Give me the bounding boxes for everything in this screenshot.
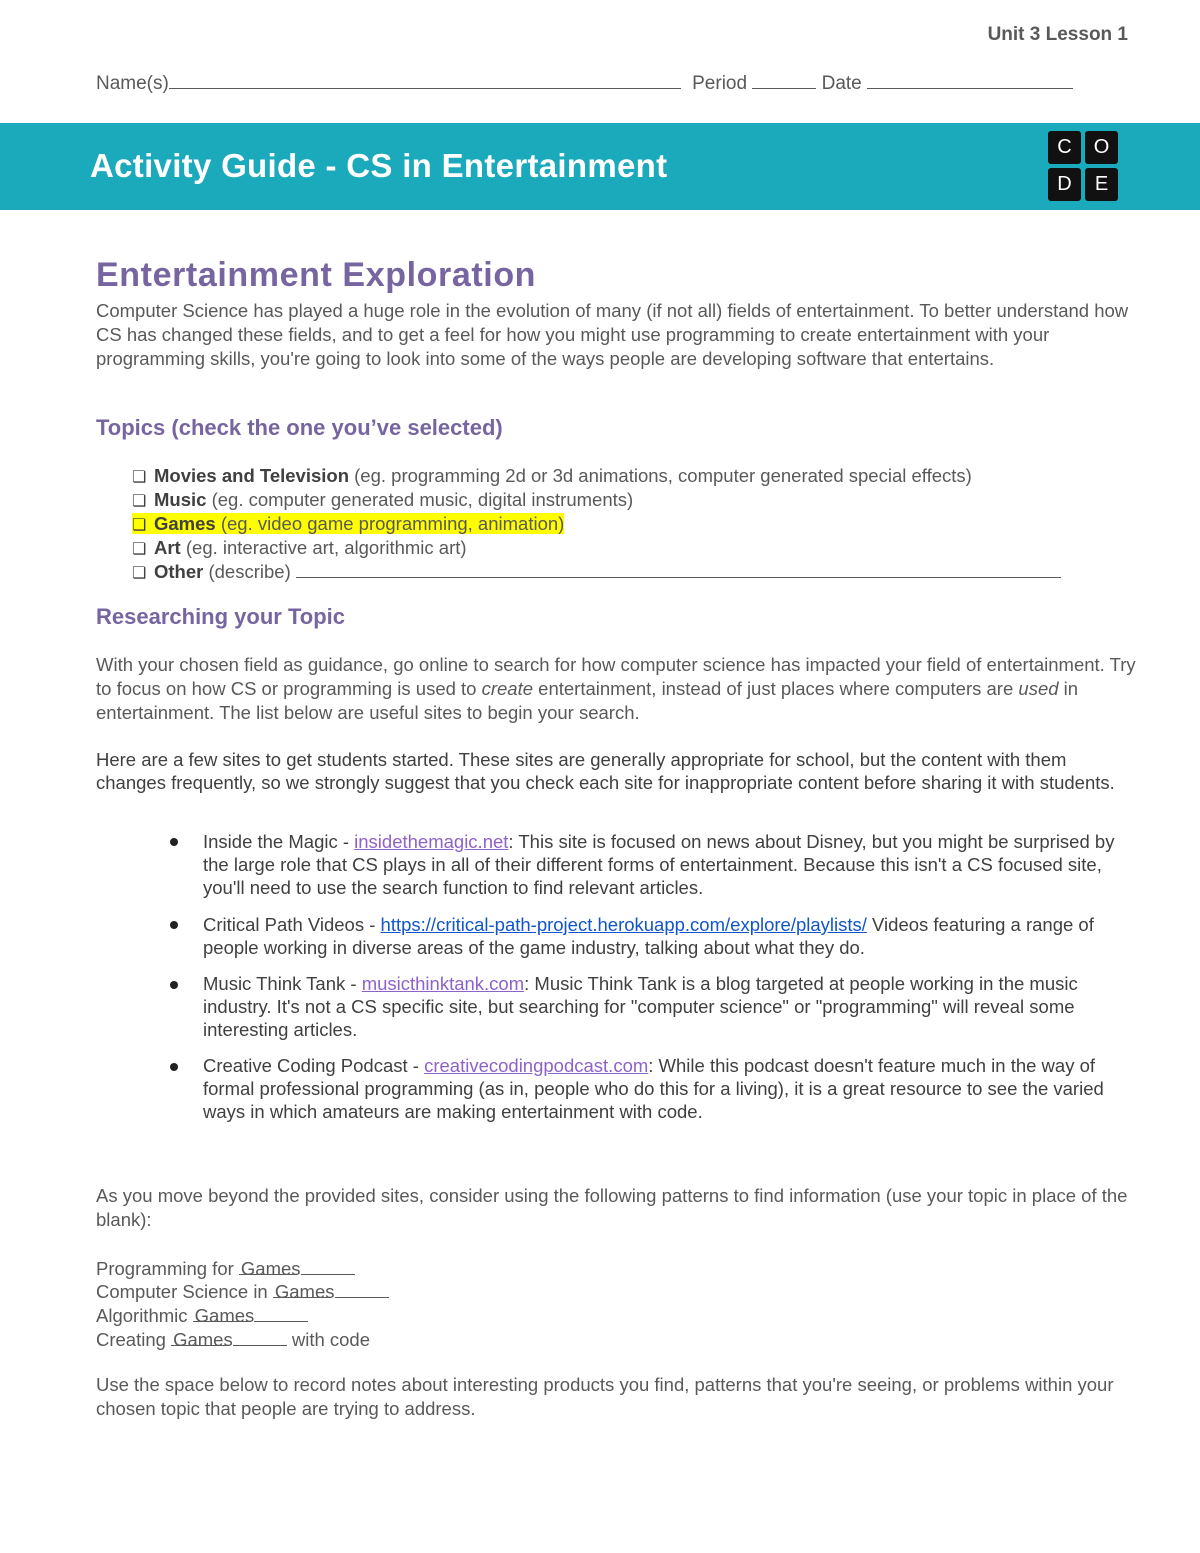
- site-name: Inside the Magic -: [203, 831, 355, 852]
- emphasis-create: create: [481, 678, 534, 699]
- site-item-inside-the-magic: [203, 830, 1138, 899]
- topic-name: Movies and Television: [154, 465, 349, 486]
- pattern-topic: Games: [274, 1281, 335, 1302]
- other-describe-field[interactable]: [296, 559, 1061, 578]
- blank-line: [233, 1327, 287, 1346]
- text-run: entertainment, instead of just places where computers are: [533, 678, 1019, 699]
- site-desc: : While this podcast doesn't feature much in the way of formal professional programming (as in, people who do this for a living), it is a great resource to see the varied ways in which amateurs are making entertainment with code.: [203, 1055, 1104, 1122]
- intro-paragraph: Computer Science has played a huge role in the evolution of many (if not all) fields of entertainment. To better understand how CS has changed these fields, and to get a feel for how you might use programming to create entertainment with your programming skills, you're going to look into some of the ways people are developing software that entertains.: [96, 300, 1129, 369]
- section-heading-research: Researching your Topic: [96, 604, 345, 629]
- topic-name: Music: [154, 489, 207, 510]
- blank-line: [335, 1279, 389, 1298]
- text-run: With your chosen field as guidance, go online to search for how computer science has impacted your field of entertainment. Try to focus on how CS or programming is used to: [96, 654, 1136, 699]
- site-desc: Videos featuring a range of people working in diverse areas of the game industry, talking about what they do.: [203, 914, 1094, 958]
- period-label: Period: [692, 73, 748, 94]
- pattern-text: Programming for: [96, 1258, 239, 1279]
- site-name: Critical Path Videos -: [203, 914, 381, 935]
- pattern-text: with code: [286, 1329, 371, 1350]
- name-field[interactable]: [169, 70, 681, 89]
- page-title: Activity Guide - CS in Entertainment: [90, 147, 668, 184]
- topic-desc: (describe): [203, 561, 296, 582]
- period-field[interactable]: [752, 70, 816, 89]
- bullet-icon: [170, 981, 178, 989]
- topic-item-music[interactable]: [132, 488, 633, 514]
- checkbox-icon[interactable]: ❏: [132, 469, 147, 486]
- topic-item-other[interactable]: [132, 559, 1061, 586]
- code-logo: [1048, 131, 1118, 201]
- site-desc: : This site is focused on news about Disney, but you might be surprised by the large role that CS plays in all of their different forms of entertainment. Because this isn't a CS focused site, you'll need to use the search function to find relevant articles.: [203, 831, 1115, 898]
- patterns-intro: As you move beyond the provided sites, consider using the following patterns to find information (use your topic in place of the blank):: [96, 1185, 1128, 1230]
- checkbox-icon[interactable]: ❏: [132, 493, 147, 510]
- pattern-topic: Games: [173, 1329, 233, 1350]
- unit-lesson-label: Unit 3 Lesson 1: [987, 24, 1128, 45]
- topic-name: Art: [154, 537, 181, 558]
- site-item-creative-coding: [203, 1054, 1138, 1123]
- text-run: in entertainment. The list below are useful sites to begin your search.: [96, 678, 1079, 723]
- logo-letter-e: E: [1085, 168, 1118, 201]
- name-period-date-line: [96, 70, 1073, 95]
- topic-item-games[interactable]: [132, 512, 564, 538]
- checkbox-icon[interactable]: ❏: [132, 565, 147, 582]
- blank-line: [301, 1256, 355, 1275]
- topic-item-movies[interactable]: [132, 464, 972, 490]
- blank-line: [254, 1303, 308, 1322]
- section-heading-exploration: Entertainment Exploration: [96, 256, 537, 294]
- date-label: Date: [821, 73, 862, 94]
- site-desc: : Music Think Tank is a blog targeted at people working in the music industry. It's not a CS specific site, but searching for "computer science" or "programming" will reveal some interesting articles.: [203, 973, 1078, 1040]
- pattern-text: Creating: [96, 1329, 172, 1350]
- search-pattern: [96, 1303, 308, 1328]
- topic-desc: (eg. video game programming, animation): [215, 513, 565, 534]
- name-label: Name(s): [96, 73, 169, 94]
- site-item-critical-path: [203, 913, 1138, 959]
- topic-desc: (eg. computer generated music, digital instruments): [206, 489, 634, 510]
- site-link[interactable]: creativecodingpodcast.com: [424, 1055, 649, 1076]
- checkbox-icon[interactable]: ❏: [132, 541, 147, 558]
- pattern-topic: Games: [240, 1258, 301, 1279]
- logo-letter-c: C: [1048, 131, 1081, 164]
- site-link[interactable]: https://critical-path-project.herokuapp.com/explore/playlists/: [380, 914, 867, 935]
- search-pattern: [96, 1327, 370, 1352]
- site-name: Music Think Tank -: [203, 973, 362, 994]
- logo-letter-o: O: [1085, 131, 1118, 164]
- site-link[interactable]: musicthinktank.com: [361, 973, 525, 994]
- pattern-topic: Games: [194, 1305, 255, 1326]
- pattern-text: Algorithmic: [96, 1305, 193, 1326]
- emphasis-used: used: [1018, 678, 1059, 699]
- bullet-icon: [170, 921, 178, 929]
- bullet-icon: [170, 838, 178, 846]
- date-field[interactable]: [867, 70, 1073, 89]
- topic-desc: (eg. interactive art, algorithmic art): [180, 537, 467, 558]
- topic-name: Other: [154, 561, 204, 582]
- notes-prompt: Use the space below to record notes about interesting products you find, patterns that you're seeing, or problems within your chosen topic that people are trying to address.: [96, 1374, 1114, 1419]
- search-pattern: [96, 1256, 355, 1281]
- site-link[interactable]: insidethemagic.net: [354, 831, 509, 852]
- research-paragraph-1: [96, 653, 1136, 725]
- bullet-icon: [170, 1063, 178, 1071]
- topic-desc: (eg. programming 2d or 3d animations, computer generated special effects): [349, 465, 972, 486]
- pattern-text: Computer Science in: [96, 1281, 273, 1302]
- search-pattern: [96, 1279, 389, 1304]
- checkbox-icon[interactable]: ❏: [132, 517, 147, 534]
- section-heading-topics: Topics (check the one you’ve selected): [96, 415, 503, 440]
- topic-name: Games: [154, 513, 216, 534]
- selected-highlight: [132, 513, 564, 534]
- research-paragraph-2: Here are a few sites to get students started. These sites are generally appropriate for school, but the content with them changes frequently, so we strongly suggest that you check each site for inappropriate content before sharing it with students.: [96, 749, 1115, 793]
- site-item-music-think-tank: [203, 972, 1138, 1041]
- site-name: Creative Coding Podcast -: [203, 1055, 425, 1076]
- logo-letter-d: D: [1048, 168, 1081, 201]
